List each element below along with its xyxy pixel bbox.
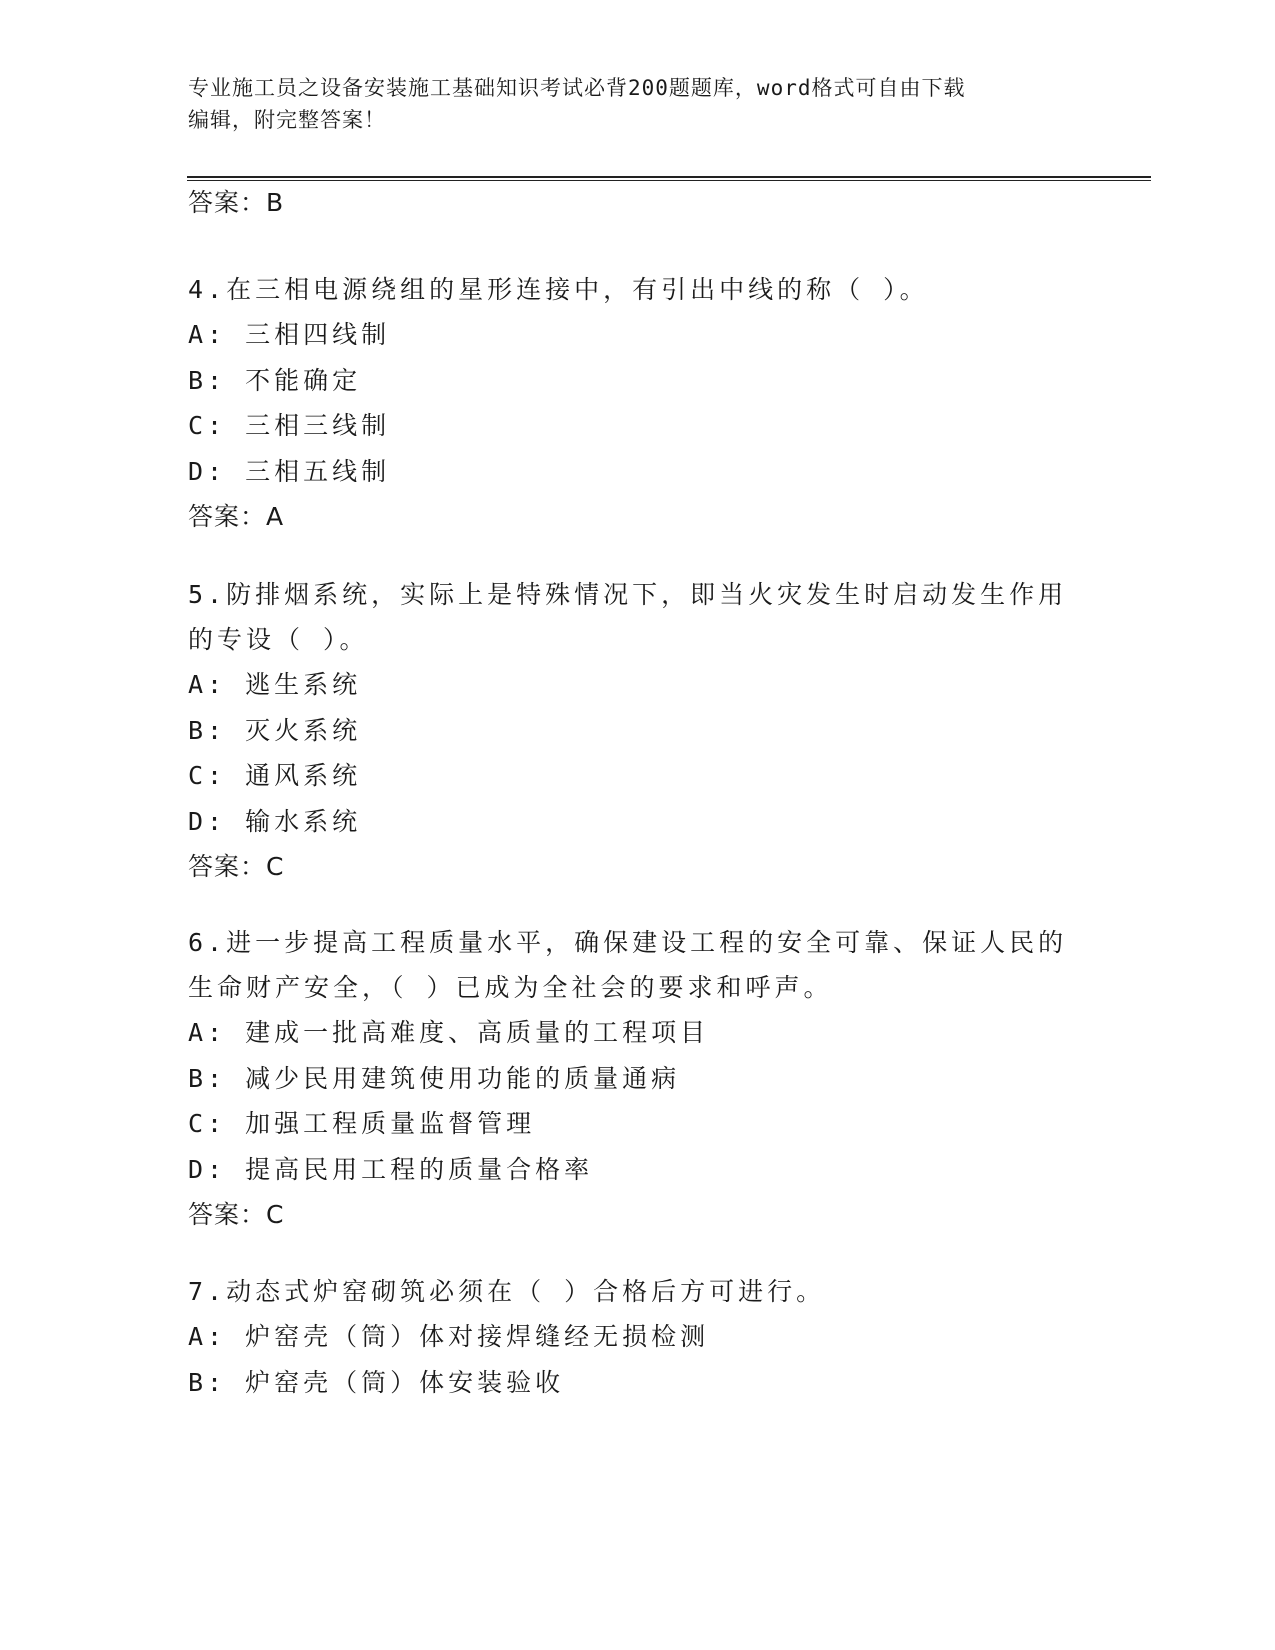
option-a: A: 建成一批高难度、高质量的工程项目 [188,1018,710,1047]
option-d: D: 输水系统 [188,806,362,836]
answer-label: 答案：C [188,1200,285,1229]
question-text-line-1: 5.防排烟系统，实际上是特殊情况下，即当火灾发生时启动发生作用 [188,580,1068,609]
question-text-line-2: 生命财产安全，（ ）已成为全社会的要求和呼声。 [188,973,833,1002]
answer-label: 答案：A [188,502,285,531]
question-5 [188,572,1068,889]
question-text-line-2: 的专设（ ）。 [188,625,369,654]
option-b: B: 灭火系统 [188,715,362,745]
option-a: A: 炉窑壳（筒）体对接焊缝经无损检测 [188,1322,710,1351]
document-header [188,72,1068,136]
option-c: C: 加强工程质量监督管理 [188,1109,536,1138]
answer-label: 答案：C [188,852,285,881]
header-line-1: 专业施工员之设备安装施工基础知识考试必背200题题库，word格式可自由下载 [188,76,966,100]
option-b: B: 减少民用建筑使用功能的质量通病 [188,1063,681,1093]
option-c: C: 通风系统 [188,761,362,790]
option-d: D: 提高民用工程的质量合格率 [188,1154,594,1184]
question-text: 4.在三相电源绕组的星形连接中，有引出中线的称（ ）。 [188,275,929,304]
question-4 [188,267,1068,539]
option-a: A: 逃生系统 [188,670,362,699]
question-text-line-1: 6.进一步提高工程质量水平，确保建设工程的安全可靠、保证人民的 [188,928,1068,957]
option-c: C: 三相三线制 [188,411,391,440]
header-line-2: 编辑，附完整答案！ [188,108,386,132]
previous-answer-block [188,180,1068,225]
option-d: D: 三相五线制 [188,456,391,486]
question-6 [188,920,1068,1237]
option-b: B: 不能确定 [188,365,362,395]
question-text: 7.动态式炉窑砌筑必须在（ ）合格后方可进行。 [188,1277,826,1306]
answer-label: 答案：B [188,188,285,217]
question-7 [188,1269,1068,1405]
option-b: B: 炉窑壳（筒）体安装验收 [188,1367,565,1397]
option-a: A: 三相四线制 [188,320,391,349]
header-divider-thick [187,176,1151,178]
